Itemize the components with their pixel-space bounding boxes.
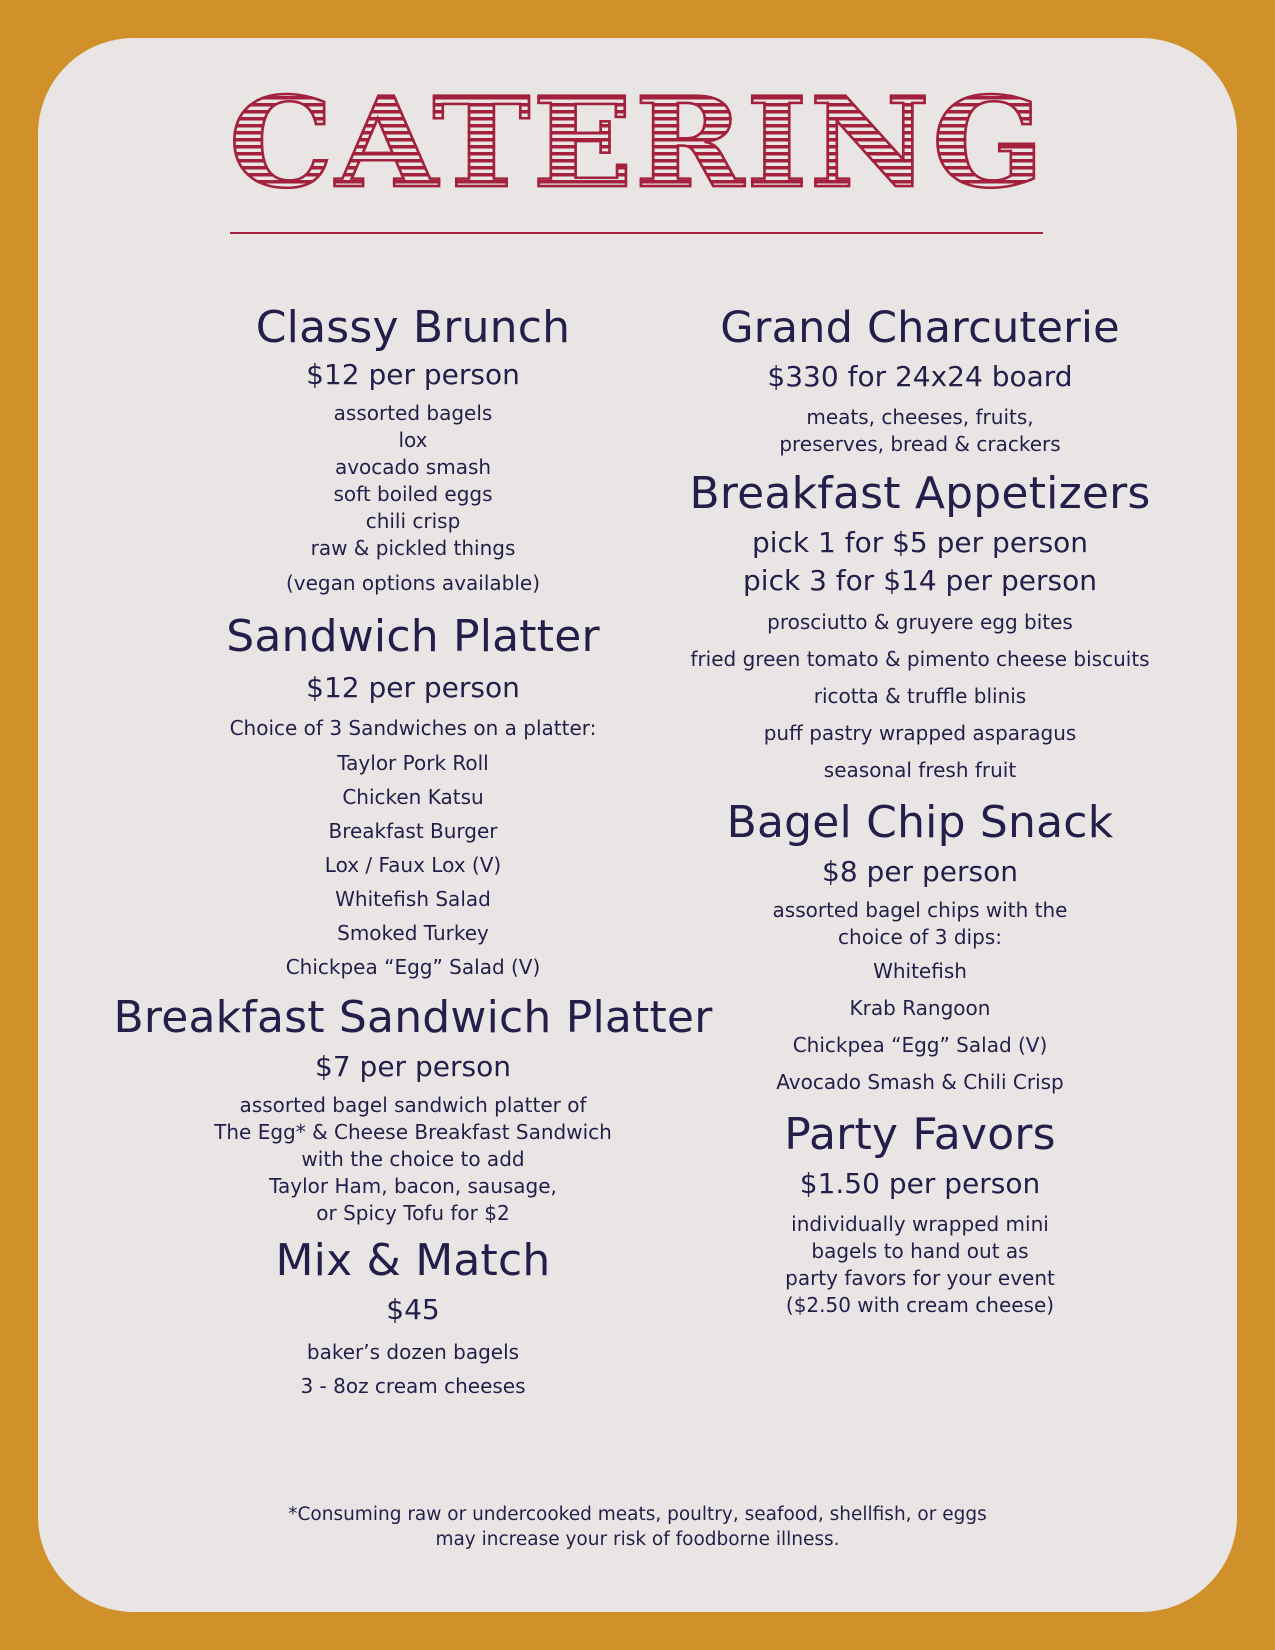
section-price: pick 3 for $14 per person [743,564,1097,597]
section-breakfast-appetizers [660,468,1180,789]
section-price: $12 per person [306,358,520,391]
section-heading: Grand Charcuterie [720,303,1120,353]
list-item: Whitefish Salad [335,887,491,911]
section-intro: Choice of 3 Sandwiches on a platter: [229,716,597,740]
item-list [98,746,728,984]
section-price: $1.50 per person [799,1167,1041,1200]
list-item: Krab Rangoon [849,996,991,1020]
section-price: $8 per person [822,855,1018,888]
footer-disclaimer [0,1502,1275,1552]
list-item: soft boiled eggs [333,482,493,506]
description-line: ($2.50 with cream cheese) [785,1293,1055,1317]
page-title: CATERING [225,82,1051,206]
list-item: puff pastry wrapped asparagus [763,721,1077,745]
section-heading: Mix & Match [275,1235,551,1286]
intro-line: assorted bagel chips with the [772,898,1068,922]
list-item: Chickpea “Egg” Salad (V) [792,1033,1048,1057]
description-line: party favors for your event [785,1266,1055,1290]
item-list [98,400,728,562]
title-divider [230,232,1043,234]
section-breakfast-sandwich-platter [98,992,728,1227]
description-line: preserves, bread & crackers [779,432,1061,456]
list-item: 3 - 8oz cream cheeses [300,1374,526,1398]
list-item: raw & pickled things [310,536,516,560]
section-intro [660,897,1180,951]
section-sandwich-platter [98,611,728,984]
section-heading: Classy Brunch [255,302,571,353]
description-line: or Spicy Tofu for $2 [316,1201,510,1225]
title-block [0,71,1275,216]
description-line: meats, cheeses, fruits, [806,405,1034,429]
section-mix-match [98,1235,728,1403]
description-lines [660,404,1180,458]
intro-line: choice of 3 dips: [838,925,1002,949]
item-list [660,953,1180,1101]
description-line: individually wrapped mini [791,1212,1049,1236]
list-item: Avocado Smash & Chili Crisp [776,1070,1064,1094]
section-price: $12 per person [306,671,520,704]
list-item: Lox / Faux Lox (V) [324,853,502,877]
description-lines [98,1092,728,1227]
description-line: The Egg* & Cheese Breakfast Sandwich [214,1120,612,1144]
description-line: with the choice to add [301,1147,525,1171]
list-item: prosciutto & gruyere egg bites [767,610,1073,634]
section-heading: Party Favors [784,1109,1056,1160]
section-heading: Sandwich Platter [226,611,600,662]
section-party-favors [660,1109,1180,1319]
list-item: Taylor Pork Roll [337,751,489,775]
section-heading: Bagel Chip Snack [726,797,1114,848]
item-list [98,1335,728,1403]
list-item: chili crisp [365,509,461,533]
section-classy-brunch [98,302,728,597]
description-line: Taylor Ham, bacon, sausage, [269,1174,557,1198]
list-item: fried green tomato & pimento cheese biscuits [690,647,1150,671]
section-price: $45 [386,1293,440,1326]
section-heading: Breakfast Appetizers [689,468,1151,519]
right-column [660,302,1180,1319]
section-note: (vegan options available) [285,571,541,595]
description-line: bagels to hand out as [811,1239,1029,1263]
list-item: lox [398,428,428,452]
list-item: ricotta & truffle blinis [813,684,1027,708]
section-price: pick 1 for $5 per person [751,526,1089,559]
section-bagel-chip-snack [660,797,1180,1101]
item-list [660,604,1180,789]
section-price: $7 per person [315,1050,511,1083]
description-lines [660,1211,1180,1319]
section-grand-charcuterie [660,302,1180,458]
section-price: $330 for 24x24 board [767,360,1073,393]
list-item: Chickpea “Egg” Salad (V) [285,955,541,979]
section-heading: Breakfast Sandwich Platter [113,992,713,1043]
description-line: assorted bagel sandwich platter of [239,1093,587,1117]
list-item: Chicken Katsu [342,785,484,809]
list-item: baker’s dozen bagels [306,1340,520,1364]
list-item: seasonal fresh fruit [823,758,1017,782]
disclaimer-line: may increase your risk of foodborne illness. [435,1529,840,1550]
list-item: Smoked Turkey [337,921,489,945]
disclaimer-line: *Consuming raw or undercooked meats, poultry, seafood, shellfish, or eggs [288,1504,987,1525]
list-item: Whitefish [873,959,967,983]
list-item: Breakfast Burger [328,819,498,843]
list-item: assorted bagels [333,401,493,425]
list-item: avocado smash [334,455,492,479]
left-column [98,302,728,1403]
